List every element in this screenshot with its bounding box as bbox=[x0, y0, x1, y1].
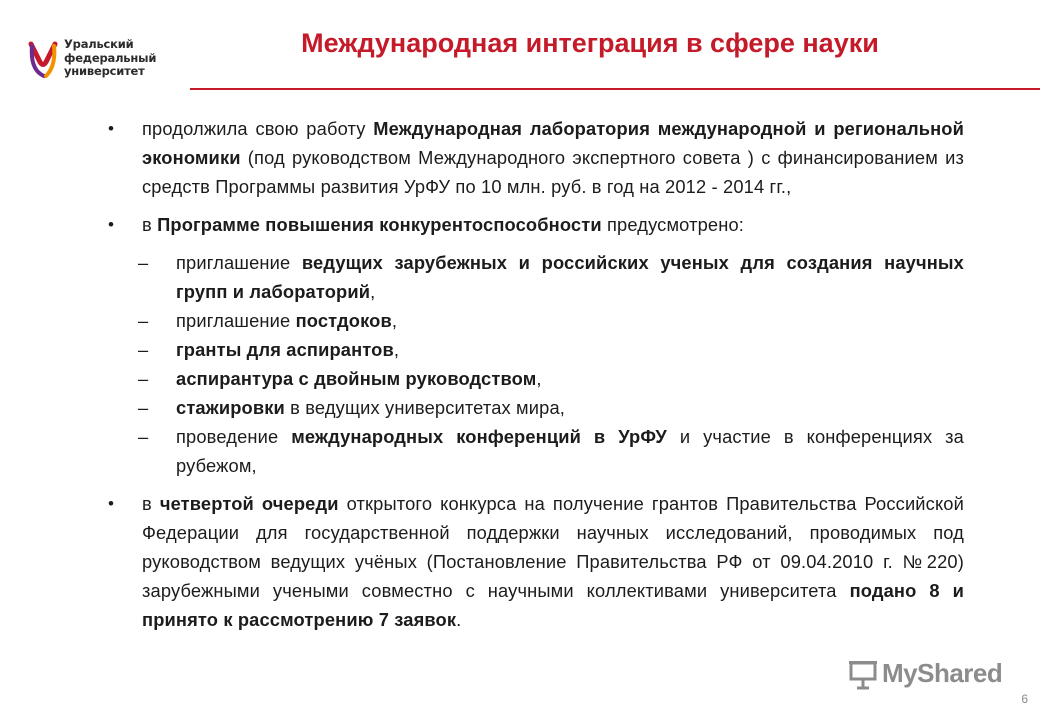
logo-line-1: Уральский bbox=[64, 37, 134, 51]
dash-marker: – bbox=[138, 397, 149, 418]
slide-title: Международная интеграция в сфере науки bbox=[301, 28, 879, 58]
title-divider bbox=[190, 88, 1040, 90]
sub-list-item: – приглашение постдоков, bbox=[108, 306, 964, 335]
watermark bbox=[848, 658, 1018, 694]
bullet-marker: • bbox=[108, 215, 115, 234]
sub-list-item: – аспирантура с двойным руководством, bbox=[108, 364, 964, 393]
dash-marker: – bbox=[138, 252, 149, 273]
page-number: 6 bbox=[1021, 692, 1028, 706]
watermark-text: MyShared bbox=[882, 658, 1003, 688]
bullet-marker: • bbox=[108, 494, 115, 513]
sub-list-item: – стажировки в ведущих университетах мира, bbox=[108, 393, 964, 422]
dash-marker: – bbox=[138, 426, 149, 447]
bullet-item: • продолжила свою работу Международная лаборатория международной и региональной экономики (под руководством Международного экспертного совета ) с финансированием из средств Программы развития УрФУ по 10 млн. руб. в год на 2012 - 2014 гг., bbox=[108, 114, 964, 201]
bullet-item: • в четвертой очереди открытого конкурса на получение грантов Правительства Российской Федерации для государственной поддержки научных исследований, проводимых под руководством ведущих учёных (Постановление Правительства РФ от 09.04.2010 г. №220) зарубежными учеными совместно с научными коллективами университета подано 8 и принято к рассмотрению 7 заявок. bbox=[108, 489, 964, 634]
sub-list-item: – проведение международных конференций в УрФУ и участие в конференциях за рубежом, bbox=[108, 422, 964, 480]
sub-list-item: – гранты для аспирантов, bbox=[108, 335, 964, 364]
presentation-icon bbox=[848, 660, 878, 690]
dash-marker: – bbox=[138, 339, 149, 360]
logo-line-3: университет bbox=[64, 64, 145, 78]
logo-text bbox=[64, 38, 156, 79]
dash-marker: – bbox=[138, 368, 149, 389]
dash-marker: – bbox=[138, 310, 149, 331]
bullet-marker: • bbox=[108, 119, 115, 138]
sub-list-item: – приглашение ведущих зарубежных и российских ученых для создания научных групп и лабораторий, bbox=[108, 248, 964, 306]
bullet-item: • в Программе повышения конкурентоспособности предусмотрено: bbox=[108, 210, 964, 239]
slide-body bbox=[108, 114, 964, 634]
logo-line-2: федеральный bbox=[64, 50, 157, 65]
university-logo bbox=[28, 38, 188, 84]
logo-icon bbox=[28, 40, 58, 82]
